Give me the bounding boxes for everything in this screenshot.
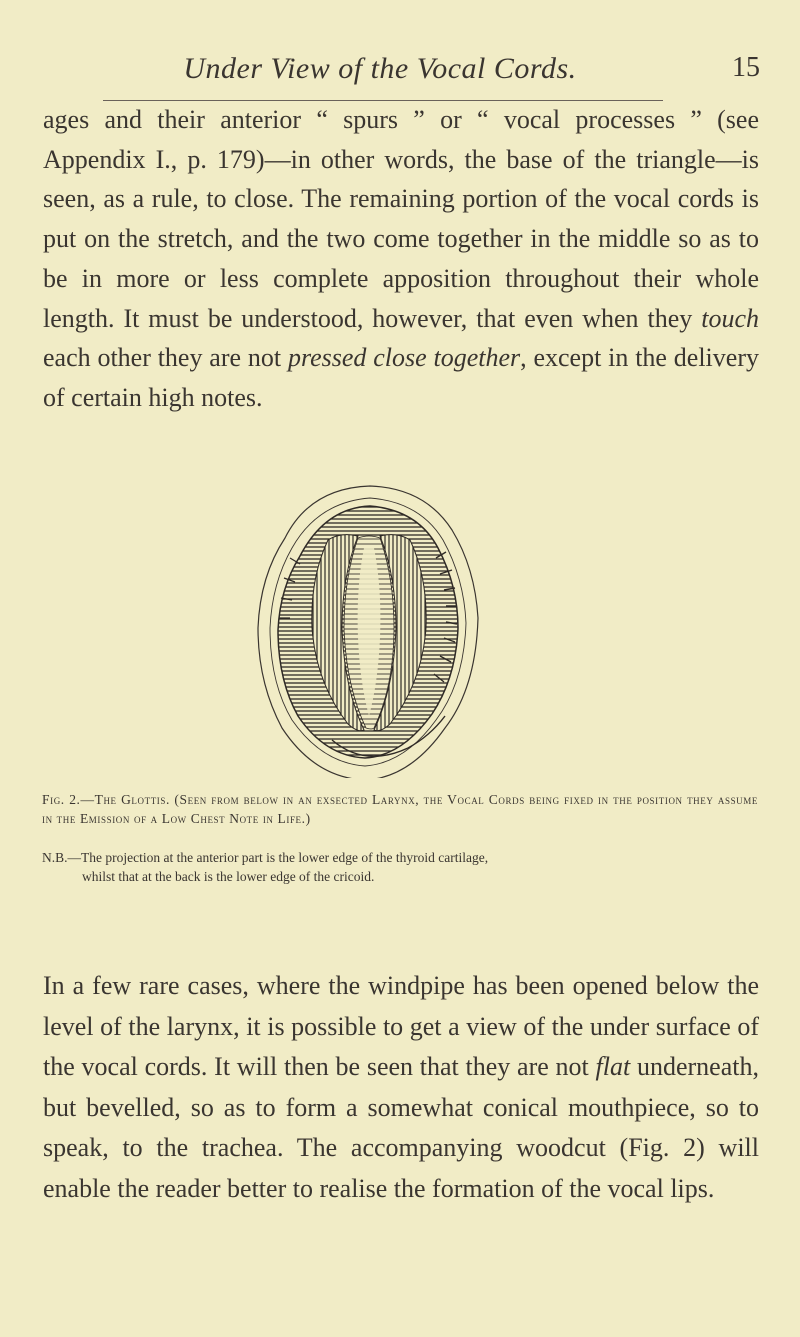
caption-figure-label: Fig. 2. [42,792,81,807]
caption-nota-bene [42,848,758,886]
paragraph-1-text-a: ages and their anterior “ spurs ” or “ vocal processes ” (see Appendix I., p. 179)—in other words, the base of the triangle—is seen, as a rule, to close. The remaining portion of the vocal cords is put on the stretch, and the two come together in the middle so as to be in more or less complete apposition throughout their whole length. It must be understood, however, that even when they [43,105,759,333]
caption-figure-text: —The Glottis. (Seen from below in an exsected Larynx, the Vocal Cords being fixed in the position they assume in the Emission of a Low Chest Note in Life.) [42,792,758,826]
paragraph-2-text-b: underneath, but bevelled, so as to form a somewhat conical mouthpiece, so to speak, to the trachea. The accompanying woodcut (Fig. 2) will enable the reader better to realise the formation of the vocal lips. [43,1052,759,1203]
caption-nb-line-1: N.B.—The projection at the anterior part is the lower edge of the thyroid cartilage, [42,850,489,865]
paragraph-1 [43,100,759,418]
paragraph-2-text-a: In a few rare cases, where the windpipe has been opened below the level of the larynx, it is possible to get a view of the under surface of the vocal cords. It will then be seen that they are not [43,971,759,1082]
paragraph-1-text-c: , except in the delivery of certain high notes. [43,343,759,412]
figure-caption [42,790,758,828]
page-number: 15 [732,52,760,83]
paragraph-1-italic-touch: touch [701,303,759,333]
running-head-title: Under View of the Vocal Cords. [183,52,577,85]
caption-nb-line-2: whilst that at the back is the lower edge of the cricoid. [82,869,375,884]
paragraph-1-text-b: each other they are not [43,343,288,373]
paragraph-2 [43,966,759,1210]
glottis-woodcut-illustration [240,478,500,778]
running-head [100,52,760,92]
paragraph-1-italic-pressed: pressed close together [287,343,521,373]
paragraph-2-italic-flat: flat [595,1052,631,1082]
